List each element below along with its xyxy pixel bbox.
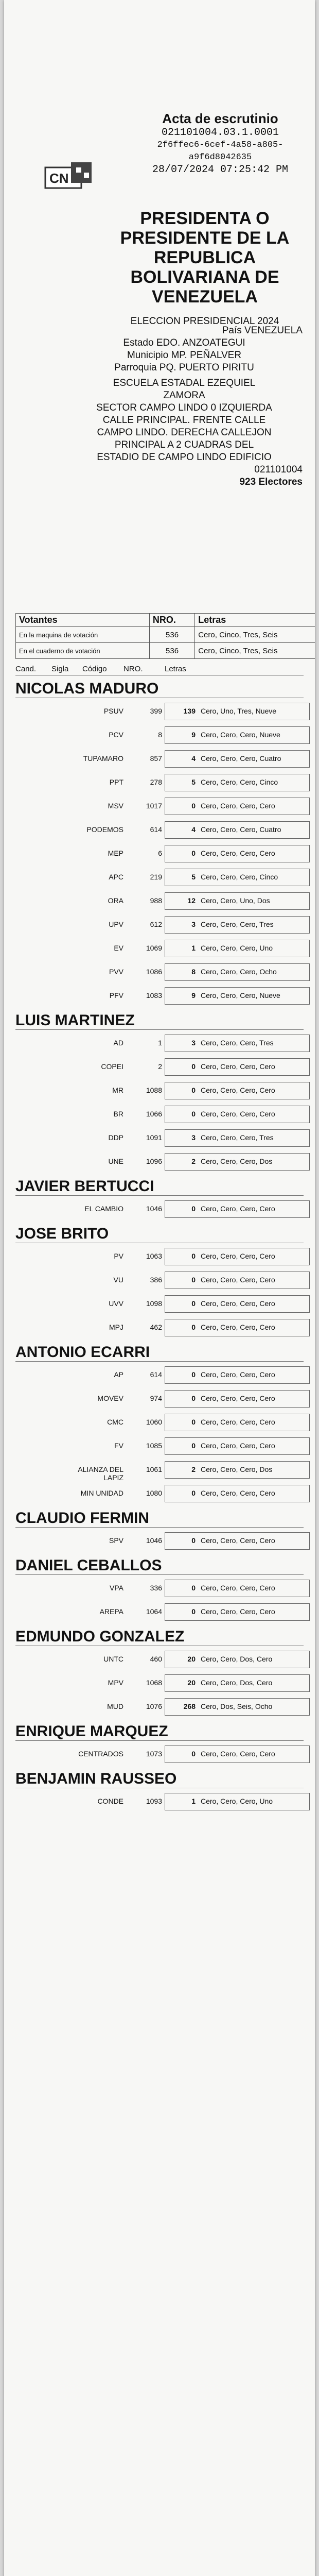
party-codigo: 460	[150, 1655, 162, 1663]
party-sigla: AD	[113, 1039, 123, 1047]
candidate-name: LUIS MARTINEZ	[15, 1012, 304, 1030]
party-row	[15, 914, 304, 935]
party-letras: Cero, Cero, Cero, Cero	[201, 1252, 275, 1260]
row-letras: Cero, Cinco, Tres, Seis	[195, 643, 315, 659]
party-sigla: MUD	[107, 1702, 123, 1710]
party-votos: 0	[191, 1299, 196, 1308]
party-codigo: 1064	[146, 1607, 162, 1616]
party-letras: Cero, Cero, Cero, Cero	[201, 1086, 275, 1094]
party-votos: 0	[191, 802, 196, 810]
party-sigla: CMC	[107, 1418, 123, 1426]
party-letras: Cero, Cero, Cero, Cero	[201, 1299, 275, 1308]
party-sigla: MPJ	[109, 1323, 123, 1331]
acta-paper	[4, 0, 315, 2576]
party-codigo: 1085	[146, 1442, 162, 1450]
party-row	[15, 1459, 304, 1480]
candidate-name: DANIEL CEBALLOS	[15, 1557, 304, 1575]
location-info	[66, 325, 303, 488]
party-codigo: 1069	[146, 944, 162, 952]
party-codigo: 1076	[146, 1702, 162, 1710]
party-row	[15, 890, 304, 911]
party-votos: 4	[191, 825, 196, 834]
party-sigla: APC	[109, 873, 123, 881]
party-votos: 12	[187, 896, 196, 905]
party-votos: 2	[191, 1157, 196, 1165]
party-sigla: CENTRADOS	[78, 1750, 123, 1758]
party-sigla: CONDE	[97, 1797, 123, 1805]
info-estado: Estado EDO. ANZOATEGUI	[123, 337, 245, 348]
party-votos: 0	[191, 1205, 196, 1213]
party-sigla: UPV	[109, 920, 123, 928]
party-codigo: 1061	[146, 1465, 162, 1473]
party-sigla: UVV	[109, 1299, 123, 1308]
party-row	[15, 724, 304, 745]
info-pais: País VENEZUELA	[222, 325, 303, 336]
party-codigo: 1046	[146, 1205, 162, 1213]
party-sigla: DDP	[108, 1133, 123, 1142]
hdr-cand: Cand.	[15, 665, 37, 673]
party-row	[15, 1578, 304, 1598]
party-row	[15, 1127, 304, 1148]
party-sigla: PV	[114, 1252, 123, 1260]
party-votos: 5	[191, 873, 196, 881]
party-letras: Cero, Cero, Cero, Cinco	[201, 873, 278, 881]
table-row	[16, 627, 315, 643]
party-row	[15, 1032, 304, 1053]
party-votos: 8	[191, 968, 196, 976]
party-votos: 0	[191, 1607, 196, 1616]
row-letras: Cero, Cinco, Tres, Seis	[195, 627, 315, 643]
party-letras: Cero, Cero, Cero, Cero	[201, 1062, 275, 1071]
acta-header	[138, 111, 303, 176]
acta-code: 021101004.03.1.0001	[161, 127, 279, 139]
party-row	[15, 1791, 304, 1811]
party-codigo: 1083	[146, 991, 162, 999]
info-direccion: PRINCIPAL A 2 CUADRAS DEL	[114, 439, 254, 450]
party-votos: 0	[191, 1110, 196, 1118]
party-row	[15, 1246, 304, 1266]
hdr-siglas: Sigla	[51, 665, 69, 673]
candidate-name: ENRIQUE MARQUEZ	[15, 1723, 304, 1741]
party-codigo: 1066	[146, 1110, 162, 1118]
info-codigo: 021101004	[254, 464, 303, 475]
party-letras: Cero, Cero, Cero, Cero	[201, 1394, 275, 1402]
party-letras: Cero, Cero, Cero, Cero	[201, 1370, 275, 1379]
party-votos: 3	[191, 1133, 196, 1142]
party-votos: 0	[191, 1062, 196, 1071]
row-label: En la maquina de votación	[16, 627, 150, 643]
party-row	[15, 1435, 304, 1456]
col-votantes: Votantes	[16, 614, 150, 627]
info-direccion: CALLE PRINCIPAL. FRENTE CALLE	[102, 415, 266, 426]
party-letras: Cero, Cero, Cero, Tres	[201, 920, 274, 928]
party-codigo: 1091	[146, 1133, 162, 1142]
title-line: REPUBLICA	[153, 248, 256, 267]
party-codigo: 336	[150, 1584, 162, 1592]
party-votos: 20	[187, 1679, 196, 1687]
party-codigo: 974	[150, 1394, 162, 1402]
party-votos: 0	[191, 849, 196, 857]
party-sigla: MPV	[108, 1679, 123, 1687]
party-votos: 0	[191, 1086, 196, 1094]
election-title	[107, 209, 303, 331]
party-sigla: MR	[112, 1086, 123, 1094]
party-sigla: MIN UNIDAD	[80, 1489, 123, 1497]
party-votos: 0	[191, 1323, 196, 1331]
candidate-name: BENJAMIN RAUSSEO	[15, 1770, 304, 1788]
cne-logo	[40, 157, 102, 204]
party-letras: Cero, Cero, Cero, Cero	[201, 1584, 275, 1592]
party-votos: 0	[191, 1394, 196, 1402]
party-letras: Cero, Cero, Cero, Cero	[201, 1750, 275, 1758]
party-row	[15, 985, 304, 1006]
party-row	[15, 1317, 304, 1337]
party-sigla: MSV	[108, 802, 123, 810]
party-letras: Cero, Cero, Cero, Dos	[201, 1465, 273, 1473]
party-letras: Cero, Cero, Cero, Cero	[201, 1110, 275, 1118]
candidates-header	[15, 665, 304, 675]
party-letras: Cero, Dos, Seis, Ocho	[201, 1702, 273, 1710]
party-codigo: 1086	[146, 968, 162, 976]
info-electores: 923 Electores	[239, 477, 303, 487]
party-sigla: TUPAMARO	[83, 754, 123, 762]
row-nro: 536	[149, 627, 194, 643]
party-votos: 0	[191, 1252, 196, 1260]
party-codigo: 1080	[146, 1489, 162, 1497]
party-row	[15, 1080, 304, 1100]
party-row	[15, 1388, 304, 1409]
party-row	[15, 1696, 304, 1717]
party-codigo: 6	[158, 849, 162, 857]
row-label: En el cuaderno de votación	[16, 643, 150, 659]
party-sigla: ALIANZA DEL LAPIZ	[78, 1465, 123, 1482]
party-row	[15, 961, 304, 982]
candidate-name: JOSE BRITO	[15, 1225, 304, 1243]
party-votos: 0	[191, 1489, 196, 1497]
party-sigla: EL CAMBIO	[84, 1205, 123, 1213]
party-votos: 139	[183, 707, 196, 715]
party-sigla: COPEI	[101, 1062, 123, 1071]
party-votos: 0	[191, 1442, 196, 1450]
party-letras: Cero, Cero, Cero, Tres	[201, 1039, 274, 1047]
party-codigo: 219	[150, 873, 162, 881]
party-votos: 1	[191, 1797, 196, 1805]
party-letras: Cero, Cero, Cero, Cinco	[201, 778, 278, 786]
title-line: PRESIDENTE DE LA	[120, 228, 290, 248]
party-sigla: PSUV	[103, 707, 123, 715]
title-line: PRESIDENTA O	[140, 209, 270, 228]
party-votos: 1	[191, 944, 196, 952]
party-row	[15, 1530, 304, 1551]
party-row	[15, 1649, 304, 1669]
party-letras: Cero, Cero, Cero, Cero	[201, 1276, 275, 1284]
party-letras: Cero, Cero, Cero, Cero	[201, 1205, 275, 1213]
info-centro: ESCUELA ESTADAL EZEQUIEL	[113, 378, 256, 388]
hdr-codigo: Código	[82, 665, 107, 673]
row-nro: 536	[149, 643, 194, 659]
party-sigla: VPA	[110, 1584, 123, 1592]
party-letras: Cero, Cero, Cero, Nueve	[201, 991, 280, 999]
party-codigo: 614	[150, 1370, 162, 1379]
party-sigla: ORA	[108, 896, 123, 905]
title-line: BOLIVARIANA DE	[130, 267, 279, 287]
party-votos: 3	[191, 920, 196, 928]
party-codigo: 462	[150, 1323, 162, 1331]
acta-datetime: 28/07/2024 07:25:42 PM	[152, 164, 289, 176]
party-codigo: 1	[158, 1039, 162, 1047]
info-direccion: SECTOR CAMPO LINDO 0 IZQUIERDA	[96, 402, 272, 413]
party-sigla: AREPA	[99, 1607, 123, 1616]
party-sigla: PFV	[109, 991, 123, 999]
party-votos: 0	[191, 1536, 196, 1545]
col-nro: NRO.	[149, 614, 194, 627]
party-votos: 0	[191, 1750, 196, 1758]
party-sigla: MOVEV	[97, 1394, 123, 1402]
party-codigo: 278	[150, 778, 162, 786]
party-letras: Cero, Cero, Cero, Cero	[201, 849, 275, 857]
party-codigo: 1098	[146, 1299, 162, 1308]
party-sigla: PCV	[109, 731, 123, 739]
party-sigla: BR	[113, 1110, 123, 1118]
party-codigo: 857	[150, 754, 162, 762]
party-letras: Cero, Cero, Cero, Dos	[201, 1157, 273, 1165]
party-row	[15, 1364, 304, 1385]
party-codigo: 1060	[146, 1418, 162, 1426]
party-row	[15, 1601, 304, 1622]
party-votos: 268	[183, 1702, 196, 1710]
hdr-letras: Letras	[165, 665, 186, 673]
party-letras: Cero, Cero, Cero, Cero	[201, 1442, 275, 1450]
acta-uuid: 2f6ffec6-6cef-4a58-a805-a9f6d8042635	[157, 140, 283, 162]
party-row	[15, 1483, 304, 1503]
election-name: ELECCION PRESIDENCIAL 2024	[130, 316, 279, 327]
party-sigla: UNE	[108, 1157, 123, 1165]
info-direccion: CAMPO LINDO. DERECHA CALLEJON	[97, 427, 272, 438]
votantes-table	[15, 613, 315, 659]
party-row	[15, 701, 304, 721]
party-letras: Cero, Cero, Cero, Cuatro	[201, 754, 281, 762]
party-codigo: 612	[150, 920, 162, 928]
party-letras: Cero, Cero, Cero, Cero	[201, 802, 275, 810]
party-sigla: EV	[114, 944, 123, 952]
party-letras: Cero, Cero, Cero, Ocho	[201, 968, 277, 976]
party-row	[15, 1743, 304, 1764]
party-letras: Cero, Cero, Cero, Cero	[201, 1418, 275, 1426]
party-letras: Cero, Cero, Cero, Cero	[201, 1536, 275, 1545]
info-municipio: Municipio MP. PEÑALVER	[127, 350, 242, 361]
party-sigla: PPT	[109, 778, 123, 786]
party-sigla: SPV	[109, 1536, 123, 1545]
party-codigo: 8	[158, 731, 162, 739]
party-letras: Cero, Cero, Cero, Nueve	[201, 731, 280, 739]
party-votos: 2	[191, 1465, 196, 1473]
party-letras: Cero, Cero, Uno, Dos	[201, 896, 270, 905]
party-codigo: 1046	[146, 1536, 162, 1545]
party-row	[15, 819, 304, 840]
party-codigo: 386	[150, 1276, 162, 1284]
party-votos: 0	[191, 1276, 196, 1284]
party-codigo: 988	[150, 896, 162, 905]
party-codigo: 1068	[146, 1679, 162, 1687]
party-codigo: 1088	[146, 1086, 162, 1094]
party-row	[15, 748, 304, 769]
party-row	[15, 1056, 304, 1077]
table-row	[16, 643, 315, 659]
party-sigla: FV	[114, 1442, 123, 1450]
hdr-nro: NRO.	[123, 665, 143, 673]
party-row	[15, 867, 304, 887]
party-votos: 5	[191, 778, 196, 786]
info-parroquia: Parroquia PQ. PUERTO PIRITU	[114, 362, 254, 373]
party-row	[15, 1412, 304, 1432]
party-sigla: VU	[113, 1276, 123, 1284]
party-row	[15, 1151, 304, 1172]
party-row	[15, 843, 304, 863]
party-votos: 3	[191, 1039, 196, 1047]
party-letras: Cero, Cero, Dos, Cero	[201, 1679, 273, 1687]
party-sigla: UNTC	[103, 1655, 123, 1663]
party-codigo: 1063	[146, 1252, 162, 1260]
title-line: VENEZUELA	[152, 287, 258, 307]
party-votos: 0	[191, 1370, 196, 1379]
party-letras: Cero, Cero, Cero, Uno	[201, 944, 273, 952]
party-votos: 0	[191, 1584, 196, 1592]
party-letras: Cero, Cero, Cero, Cero	[201, 1489, 275, 1497]
party-row	[15, 795, 304, 816]
candidate-name: JAVIER BERTUCCI	[15, 1178, 304, 1196]
party-row	[15, 1198, 304, 1219]
party-votos: 20	[187, 1655, 196, 1663]
party-votos: 9	[191, 991, 196, 999]
party-row	[15, 938, 304, 958]
col-letras: Letras	[195, 614, 315, 627]
party-letras: Cero, Cero, Cero, Cuatro	[201, 825, 281, 834]
party-votos: 0	[191, 1418, 196, 1426]
party-row	[15, 1672, 304, 1693]
candidate-name: NICOLAS MADURO	[15, 680, 304, 698]
candidate-name: ANTONIO ECARRI	[15, 1344, 304, 1362]
party-sigla: MEP	[108, 849, 123, 857]
party-letras: Cero, Cero, Cero, Uno	[201, 1797, 273, 1805]
party-row	[15, 772, 304, 792]
svg-text:CN: CN	[49, 171, 69, 186]
acta-title: Acta de escrutinio	[162, 111, 278, 126]
party-codigo: 2	[158, 1062, 162, 1071]
party-row	[15, 1293, 304, 1314]
party-letras: Cero, Cero, Dos, Cero	[201, 1655, 273, 1663]
party-codigo: 614	[150, 825, 162, 834]
party-votos: 4	[191, 754, 196, 762]
party-sigla: AP	[114, 1370, 123, 1379]
party-votos: 9	[191, 731, 196, 739]
info-centro: ZAMORA	[163, 390, 205, 401]
party-row	[15, 1104, 304, 1124]
party-codigo: 1096	[146, 1157, 162, 1165]
party-letras: Cero, Cero, Cero, Cero	[201, 1607, 275, 1616]
party-letras: Cero, Cero, Cero, Tres	[201, 1133, 274, 1142]
party-sigla: PODEMOS	[86, 825, 123, 834]
party-letras: Cero, Cero, Cero, Cero	[201, 1323, 275, 1331]
candidate-name: EDMUNDO GONZALEZ	[15, 1628, 304, 1646]
candidate-name: CLAUDIO FERMIN	[15, 1510, 304, 1528]
party-sigla: PVV	[109, 968, 123, 976]
party-codigo: 399	[150, 707, 162, 715]
info-direccion: ESTADIO DE CAMPO LINDO EDIFICIO	[97, 452, 272, 463]
party-codigo: 1073	[146, 1750, 162, 1758]
party-codigo: 1017	[146, 802, 162, 810]
party-row	[15, 1269, 304, 1290]
party-codigo: 1093	[146, 1797, 162, 1805]
party-letras: Cero, Uno, Tres, Nueve	[201, 707, 277, 715]
